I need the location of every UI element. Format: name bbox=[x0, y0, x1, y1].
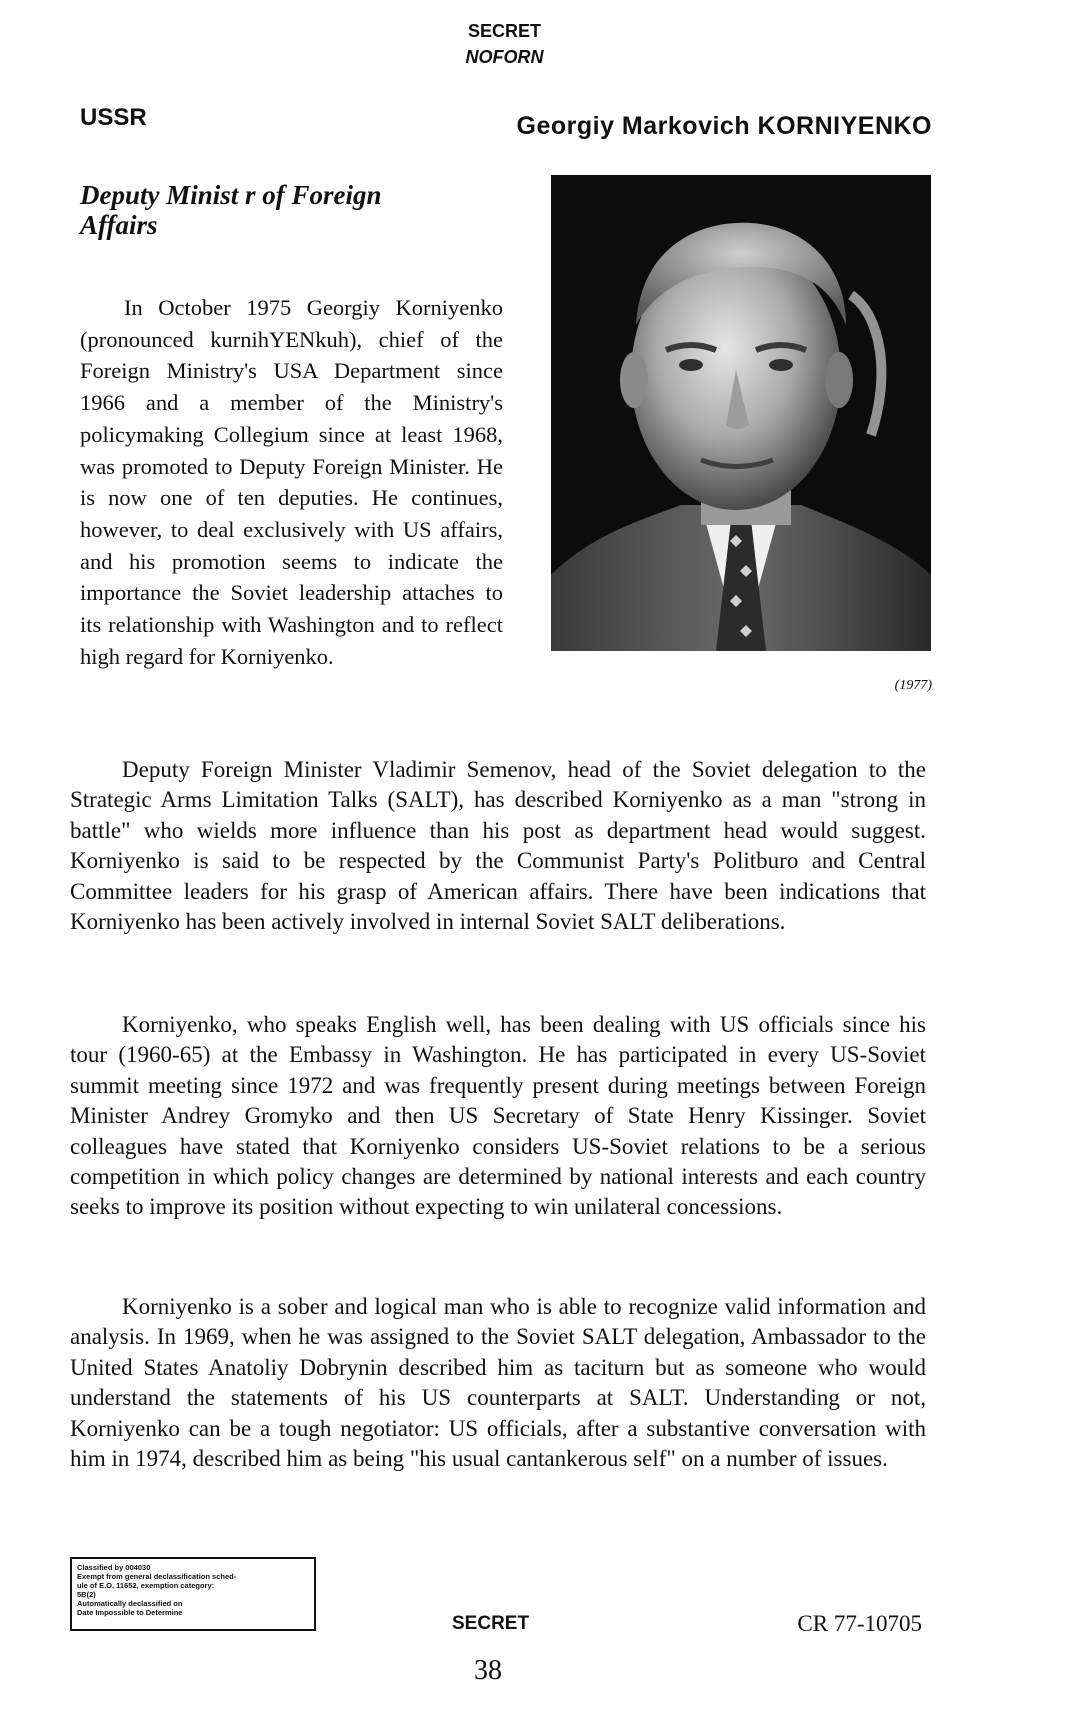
position-title: Deputy Minist r of Foreign Affairs bbox=[80, 180, 382, 240]
document-number: CR 77-10705 bbox=[797, 1611, 922, 1636]
declassification-line: ule of E.O. 11652, exemption category: bbox=[77, 1581, 215, 1590]
page-number: 38 bbox=[474, 1655, 502, 1686]
country-label: USSR bbox=[80, 104, 147, 131]
declassification-box bbox=[70, 1557, 316, 1631]
photo-date: (1977) bbox=[894, 678, 932, 693]
classification-label: SECRET bbox=[467, 21, 541, 41]
declassification-line: 5B(2) bbox=[77, 1590, 96, 1599]
portrait-image bbox=[551, 175, 931, 651]
declassification-line: Date Impossible to Determine bbox=[77, 1608, 183, 1617]
bottom-classification-marking: SECRET bbox=[452, 1613, 530, 1634]
body-paragraph: Deputy Foreign Minister Vladimir Semenov, head of the Soviet delegation to the Strategic Arms Limitation Talks (SALT), has described Korniyenko as a man "strong in battle" who wields more influence than his post as department head would suggest. Korniyenko is said to be respected by the Communist Party's Politburo and Central Committee leaders for his grasp of American affairs. There have been indications that Korniyenko has been actively involved in internal Soviet SALT deliberations. bbox=[70, 757, 926, 935]
caveat-label: NOFORN bbox=[465, 47, 544, 67]
person-name: Georgiy Markovich KORNIYENKO bbox=[516, 112, 932, 140]
declassification-line: Exempt from general declassification sched- bbox=[77, 1572, 237, 1581]
declassification-line: Automatically declassified on bbox=[77, 1599, 183, 1608]
intro-paragraph: In October 1975 Georgiy Korniyenko (pronounced kurnihYENkuh), chief of the Foreign Ministry's USA Department since 1966 and a member of the Ministry's policymaking Collegium since at least 1968, was promoted to Deputy Foreign Minister. He is now one of ten deputies. He continues, however, to deal exclusively with US affairs, and his promotion seems to indicate the importance the Soviet leadership attaches to its relationship with Washington and to reflect high regard for Korniyenko. bbox=[80, 295, 503, 669]
top-classification-marking bbox=[0, 18, 1009, 70]
body-paragraph: Korniyenko is a sober and logical man who is able to recognize valid information and analysis. In 1969, when he was assigned to the Soviet SALT delegation, Ambassador to the United States Anatoliy Dobrynin described him as taciturn but as someone who would understand the statements of his US counterparts at SALT. Understanding or not, Korniyenko can be a tough negotiator: US officials, after a substantive conversation with him in 1974, described him as being "his usual cantankerous self" on a number of issues. bbox=[70, 1294, 926, 1472]
portrait-photo bbox=[551, 175, 931, 651]
declassification-line: Classified by 004030 bbox=[77, 1563, 151, 1572]
body-paragraph: Korniyenko, who speaks English well, has been dealing with US officials since his tour (1960-65) at the Embassy in Washington. He has participated in every US-Soviet summit meeting since 1972 and was frequently present during meetings between Foreign Minister Andrey Gromyko and then US Secretary of State Henry Kissinger. Soviet colleagues have stated that Korniyenko considers US-Soviet relations to be a serious competition in which policy changes are determined by national interests and each country seeks to improve its position without expecting to win unilateral concessions. bbox=[70, 1012, 926, 1220]
